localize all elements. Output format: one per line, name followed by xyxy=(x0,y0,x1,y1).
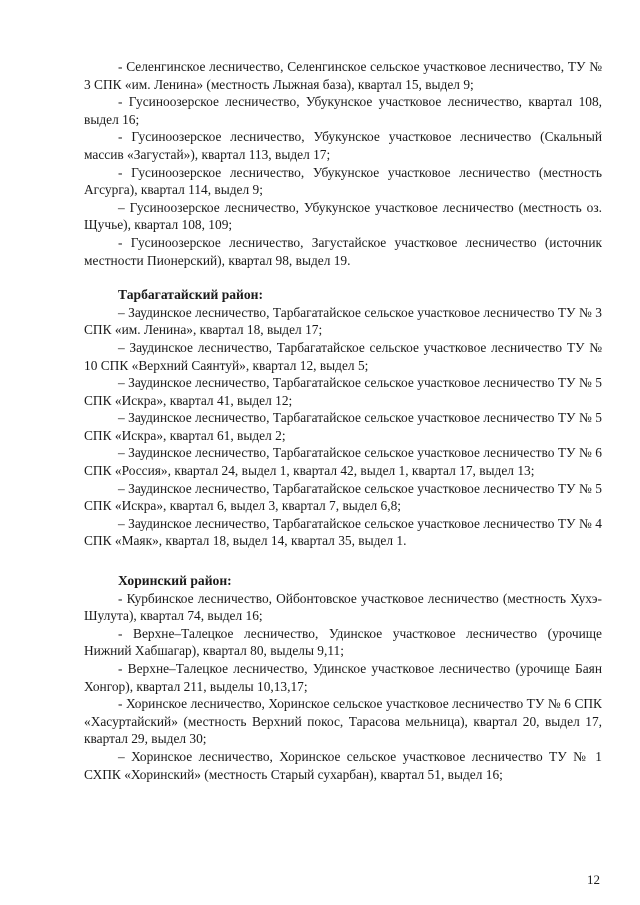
list-item: – Заудинское лесничество, Тарбагатайское сельское участковое лесничество ТУ № 5 СПК «Искра», квартал 41, выдел 12; xyxy=(84,375,602,408)
list-item: - Селенгинское лесничество, Селенгинское сельское участковое лесничество, ТУ № 3 СПК «им. Ленина» (местность Лыжная база), квартал 15, выдел 9; xyxy=(84,59,602,92)
list-item: - Курбинское лесничество, Ойбонтовское участковое лесничество (местность Хухэ-Шулута), квартал 74, выдел 16; xyxy=(84,590,602,624)
list-item: - Верхне–Талецкое лесничество, Удинское участковое лесничество (урочище Нижний Хабшагар), квартал 80, выделы 9,11; xyxy=(84,625,602,659)
list-item: – Заудинское лесничество, Тарбагатайское сельское участковое лесничество ТУ № 4 СПК «Маяк», квартал 18, выдел 14, квартал 35, выдел 1. xyxy=(84,515,602,549)
list-item: - Гусиноозерское лесничество, Убукунское участковое лесничество (Скальный массив «Загустай»), квартал 113, выдел 17; xyxy=(84,129,602,162)
list-item: – Гусиноозерское лесничество, Убукунское участковое лесничество (местность оз. Щучье), квартал 108, 109; xyxy=(84,199,602,233)
section-heading: Хоринский район: xyxy=(118,573,232,589)
list-item: – Заудинское лесничество, Тарбагатайское сельское участковое лесничество ТУ № 10 СПК «Верхний Саянтуй», квартал 12, выдел 5; xyxy=(84,339,602,373)
list-item: - Гусиноозерское лесничество, Убукунское участковое лесничество, квартал 108, выдел 16; xyxy=(84,94,602,127)
list-item: – Заудинское лесничество, Тарбагатайское сельское участковое лесничество ТУ № 6 СПК «Россия», квартал 24, выдел 1, квартал 42, выдел 1, квартал 17, выдел 13; xyxy=(84,445,602,479)
list-item: – Заудинское лесничество, Тарбагатайское сельское участковое лесничество ТУ № 3 СПК «им. Ленина», квартал 18, выдел 17; xyxy=(84,304,602,338)
list-item: - Гусиноозерское лесничество, Убукунское участковое лесничество (местность Агсурга), квартал 114, выдел 9; xyxy=(84,164,602,198)
page-number: 12 xyxy=(587,872,600,887)
list-item: – Заудинское лесничество, Тарбагатайское сельское участковое лесничество ТУ № 5 СПК «Искра», квартал 6, выдел 3, квартал 7, выдел 6,8; xyxy=(84,480,602,514)
section-khorinsky xyxy=(84,572,602,783)
section-tarbagataisky xyxy=(84,286,602,550)
list-item: - Хоринское лесничество, Хоринское сельское участковое лесничество ТУ № 6 СПК «Хасуртайский» (местность Верхний покос, Тарасова мельница), квартал 20, выдел 17, квартал 29, выдел 30; xyxy=(84,696,602,747)
section-selenginsky-continued xyxy=(84,58,602,269)
list-item: – Хоринское лесничество, Хоринское сельское участковое лесничество ТУ № 1 СХПК «Хоринский» (местность Старый сухарбан), квартал 51, выдел 16; xyxy=(84,748,602,782)
section-heading: Тарбагатайский район: xyxy=(118,287,264,303)
list-item: – Заудинское лесничество, Тарбагатайское сельское участковое лесничество ТУ № 5 СПК «Искра», квартал 61, выдел 2; xyxy=(84,410,602,443)
list-item: - Гусиноозерское лесничество, Загустайское участковое лесничество (источник местности Пионерский), квартал 98, выдел 19. xyxy=(84,234,602,268)
list-item: - Верхне–Талецкое лесничество, Удинское участковое лесничество (урочище Баян Хонгор), квартал 211, выделы 10,13,17; xyxy=(84,661,602,694)
